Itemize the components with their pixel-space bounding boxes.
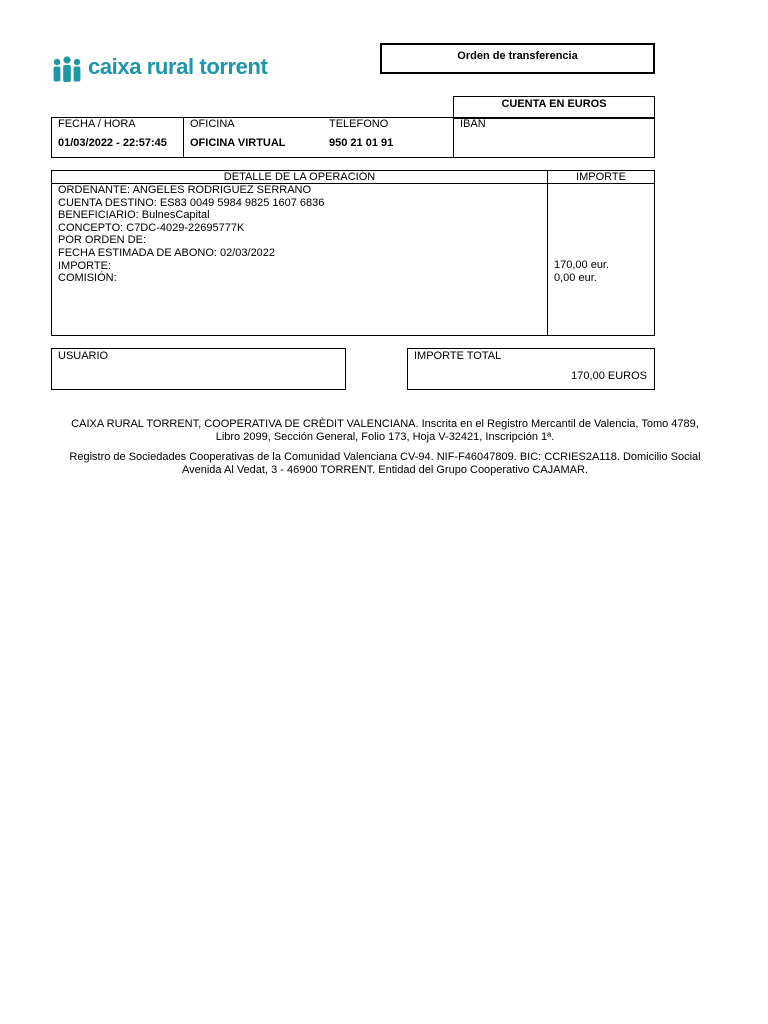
legal-text-registry: CAIXA RURAL TORRENT, COOPERATIVA DE CRÈDIT VALENCIANA. Inscrita en el Registro Mercantil de Valencia, Tomo 4789, Libro 2099, Sección General, Folio 173, Hoja V-32421, Inscripción 1ª. (71, 418, 699, 443)
detail-line-amount: IMPORTE: (58, 259, 111, 272)
details-lines (58, 184, 324, 285)
user-box (51, 348, 346, 390)
detail-line-on-behalf-of: POR ORDEN DE: (58, 234, 147, 247)
amount-values (554, 259, 609, 284)
total-value: 170,00 EUROS (571, 370, 647, 382)
iban-label: IBAN (460, 118, 486, 130)
total-label: IMPORTE TOTAL (414, 350, 502, 362)
document-title: Orden de transferencia (457, 50, 578, 62)
date-value: 01/03/2022 - 22:57:45 (58, 137, 167, 149)
detail-line-commission: COMISIÓN: (58, 272, 117, 285)
divider (547, 170, 548, 336)
legal-text-cooperative: Registro de Sociedades Cooperativas de la Comunidad Valenciana CV-94. NIF-F46047809. BIC: CCRIES2A118. Domicilio Social Avenida Al Vedat, 3 - 46900 TORRENT. Entidad del Grupo Cooperativo CAJAMAR. (69, 451, 701, 476)
detail-line-ordering-party: ORDENANTE: ANGELES RODRIGUEZ SERRANO (58, 184, 312, 196)
account-header-box (453, 96, 655, 119)
phone-label: TELEFONO (329, 118, 389, 130)
document-title-box (380, 43, 655, 74)
office-value: OFICINA VIRTUAL (190, 137, 286, 149)
phone-value: 950 21 01 91 (329, 137, 394, 149)
office-label: OFICINA (190, 118, 235, 130)
logo-text: caixa rural torrent (88, 54, 268, 79)
details-header: DETALLE DE LA OPERACIÓN (223, 171, 376, 183)
divider (183, 117, 184, 158)
date-label: FECHA / HORA (58, 118, 136, 130)
divider (453, 117, 454, 158)
user-label: USUARIO (58, 350, 109, 362)
people-logo-icon (52, 56, 82, 84)
total-box (407, 348, 655, 390)
amount-header: IMPORTE (576, 171, 626, 183)
commission-value: 0,00 eur. (554, 271, 597, 284)
amount-value: 170,00 eur. (554, 259, 610, 271)
detail-line-estimated-date: FECHA ESTIMADA DE ABONO: 02/03/2022 (58, 246, 276, 259)
detail-line-beneficiary: BENEFICIARIO: BulnesCapital (58, 209, 210, 222)
detail-line-destination-account: CUENTA DESTINO: ES83 0049 5984 9825 1607 6836 (58, 196, 325, 209)
account-header: CUENTA EN EUROS (501, 98, 607, 110)
detail-line-concept: CONCEPTO: C7DC-4029-22695777K (58, 221, 245, 234)
